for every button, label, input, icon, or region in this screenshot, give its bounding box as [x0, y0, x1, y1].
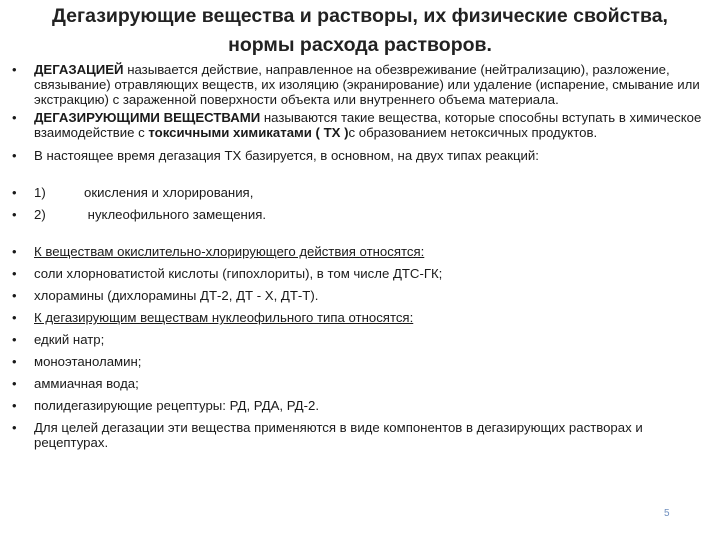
- list-item: [10, 420, 710, 450]
- title-line-2: нормы расхода растворов.: [228, 34, 492, 56]
- term-degassing: ДЕГАЗАЦИЕЙ: [34, 62, 124, 77]
- bullet-icon: •: [12, 376, 17, 391]
- bullet-icon: •: [12, 244, 17, 259]
- reaction-number: 2): [34, 207, 46, 222]
- bullet-icon: •: [12, 185, 17, 200]
- bullet-icon: •: [12, 207, 17, 222]
- bullet-icon: •: [12, 332, 17, 347]
- list-item-text: Для целей дегазации эти вещества применяются в виде компонентов в дегазирующих растворах и рецептурах.: [34, 420, 643, 450]
- bullet-list: [10, 62, 710, 450]
- title-line-1: Дегазирующие вещества и растворы, их физические свойства,: [52, 5, 668, 27]
- section-heading: К веществам окислительно-хлорирующего действия относятся:: [34, 244, 425, 259]
- bullet-icon: •: [12, 398, 17, 413]
- bullet-icon: •: [12, 62, 17, 77]
- reaction-number: 1): [34, 185, 46, 200]
- bullet-icon: •: [12, 420, 17, 435]
- list-item: [10, 354, 710, 369]
- list-item-text: аммиачная вода;: [34, 376, 139, 391]
- list-item-nucleophilic-heading: [10, 310, 710, 325]
- list-item: [10, 266, 710, 281]
- bullet-icon: •: [12, 110, 17, 125]
- bullet-icon: •: [12, 288, 17, 303]
- term-toxic-chemicals: токсичными химикатами ( ТХ ): [148, 125, 349, 140]
- bullet-icon: •: [12, 148, 17, 163]
- list-item-text: соли хлорноватистой кислоты (гипохлориты), в том числе ДТС-ГК;: [34, 266, 443, 281]
- bullet-degassing-agents-definition: [10, 110, 710, 140]
- bullet-icon: •: [12, 354, 17, 369]
- slide-title: [40, 2, 680, 60]
- list-item-text: полидегазирующие рецептуры: РД, РДА, РД-2.: [34, 398, 319, 413]
- bullet-degassing-definition: [10, 62, 710, 107]
- list-item: [10, 288, 710, 303]
- bullet-icon: •: [12, 310, 17, 325]
- list-item: [10, 398, 710, 413]
- list-item-text: моноэтаноламин;: [34, 354, 142, 369]
- list-item-reaction-1: [10, 185, 710, 200]
- list-item: [10, 332, 710, 347]
- bullet-reaction-types-intro: [10, 148, 710, 163]
- reaction-text: окисления и хлорирования,: [84, 185, 254, 200]
- list-item-text: едкий натр;: [34, 332, 105, 347]
- list-item-oxidizing-heading: [10, 244, 710, 259]
- term-degassing-agents: ДЕГАЗИРУЮЩИМИ ВЕЩЕСТВАМИ: [34, 110, 261, 125]
- page-number: 5: [664, 508, 670, 519]
- definition-text: называются такие вещества, которые способны вступать в химическое взаимодействие с: [34, 110, 702, 140]
- definition-text: называется действие, направленное на обезвреживание (нейтрализацию), разложение, связывание) отравляющих веществ, их изоляцию (экранирование) или удаление (испарение, смывание или экстракцию) с зараженной поверхности объекта или внутреннего объема материала.: [34, 62, 700, 107]
- reaction-text: нуклеофильного замещения.: [84, 207, 267, 222]
- intro-text: В настоящее время дегазация ТХ базируется, в основном, на двух типах реакций:: [34, 148, 539, 163]
- list-item-text: хлорамины (дихлорамины ДТ-2, ДТ - Х, ДТ-Т).: [34, 288, 319, 303]
- list-item-reaction-2: [10, 207, 710, 222]
- section-heading: К дегазирующим веществам нуклеофильного типа относятся:: [34, 310, 414, 325]
- definition-text: с образованием нетоксичных продуктов.: [348, 125, 598, 140]
- list-item: [10, 376, 710, 391]
- bullet-icon: •: [12, 266, 17, 281]
